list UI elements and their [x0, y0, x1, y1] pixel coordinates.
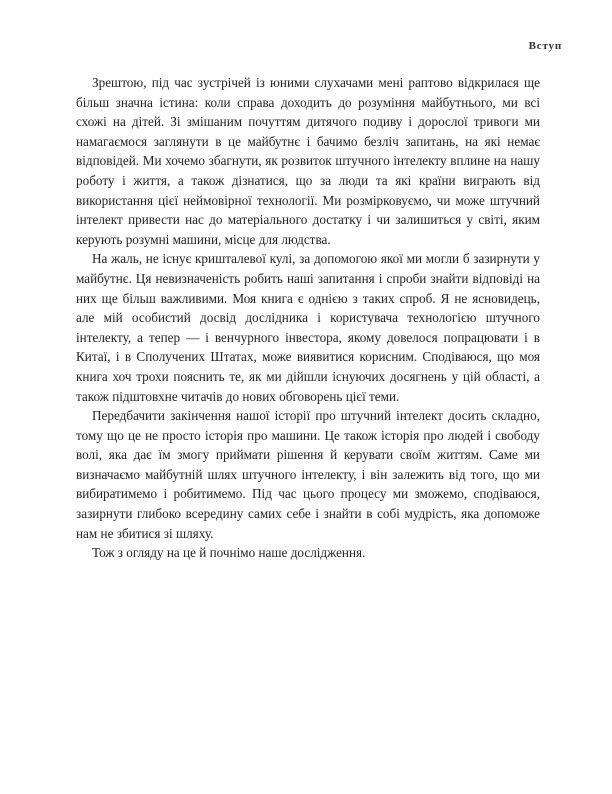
paragraph-1: Зрештою, під час зустрічей із юними слухачами мені раптово відкрилася ще більш значна істина: коли справа доходить до розуміння майбутнього, ми всі схожі на дітей. Зі змішаним почуттям дитячого подиву і дорослої тривоги ми намагаємося заглянути в це майбутнє і бачимо безліч запитань, на які немає відповідей. Ми хочемо збагнути, як розвиток штучного інтелекту вплине на нашу роботу і життя, а також дізнатися, що за люди та які країни виграють від використання цієї неймовірної технології. Ми розмірковуємо, чи може штучний інтелект привести нас до матеріального достатку і чи залишиться у світі, яким керують розумні машини, місце для людства. [76, 75, 540, 247]
paragraph-3: Передбачити закінчення нашої історії про штучний інтелект досить складно, тому що це не просто історія про машини. Це також історія про людей і свободу волі, яка дає їм змогу приймати рішення й керувати своїм життям. Саме ми визначаємо майбутній шлях штучного інтелекту, і він залежить від того, що ми вибиратимемо і робитимемо. Під час цього процесу ми зможемо, сподіваюся, зазирнути глибоко всередину самих себе і знайти в собі мудрість, яка допоможе нам не збитися зі шляху. [76, 408, 540, 541]
paragraph-4: Тож з огляду на це й почнімо наше дослідження. [92, 545, 366, 561]
body-text [76, 73, 540, 563]
paragraph-2: На жаль, не існує кришталевої кулі, за допомогою якої ми могли б зазирнути у майбутнє. Ця невизначеність робить наші запитання і спроби знайти відповіді на них ще більш важливими. Моя книга є однією з таких спроб. Я не ясновидець, але мій особистий досвід дослідника і користувача технологією штучного інтелекту, а тепер — і венчурного інвестора, якому довелося попрацювати і в Китаї, і в Сполучених Штатах, може виявитися корисним. Сподіваюся, що моя книга хоч трохи пояснить те, як ми дійшли існуючих досягнень у цій області, а також підштовхне читачів до нових обговорень цієї теми. [76, 251, 540, 404]
running-head: Вступ [528, 40, 562, 52]
